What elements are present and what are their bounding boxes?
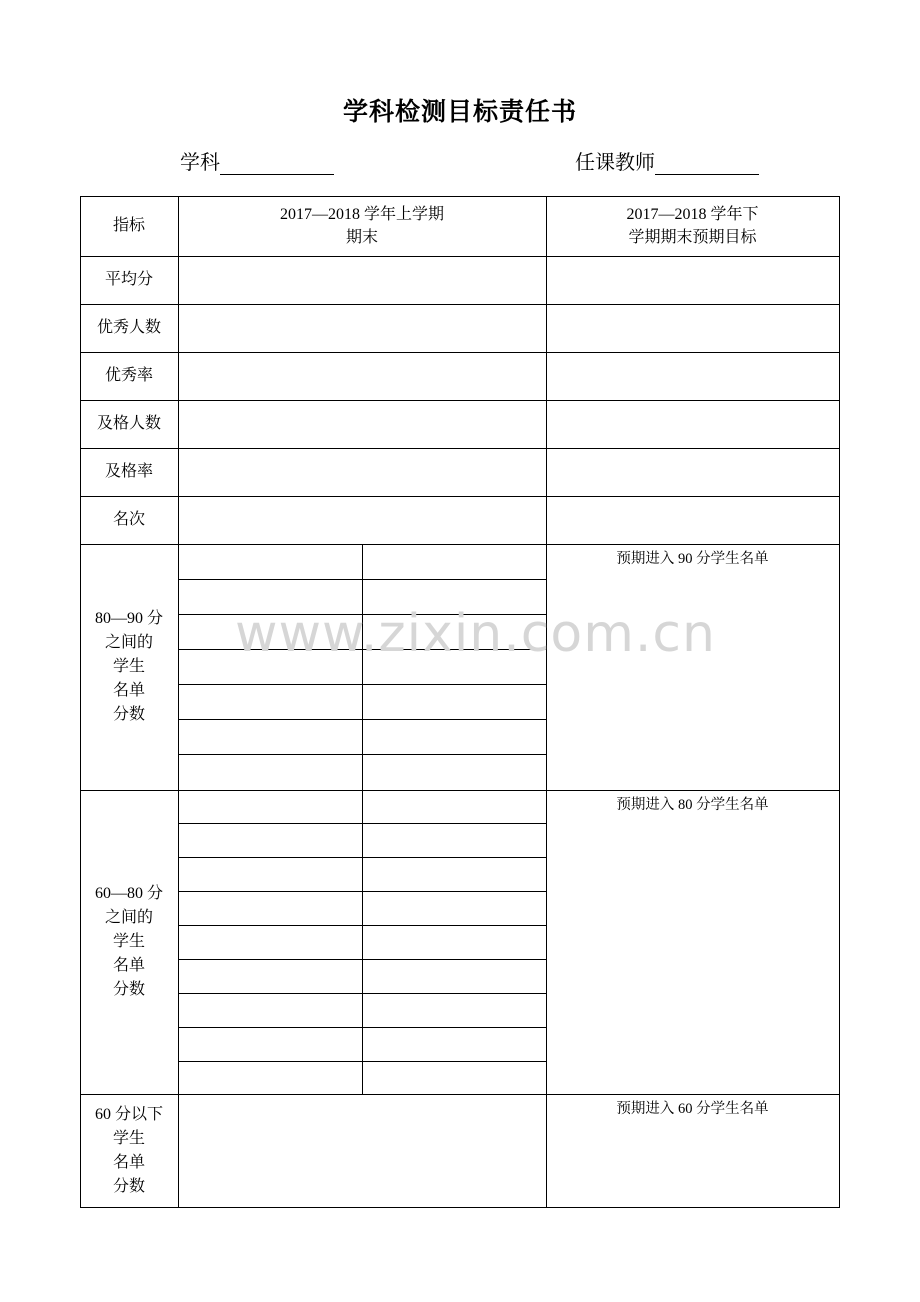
row-label-average: 平均分 (104, 271, 153, 288)
page-title: 学科检测目标责任书 (342, 97, 577, 126)
row-label-excellent-count: 优秀人数 (96, 319, 161, 336)
group-label-below-60: 60 分以下 学生 名单 分数 (94, 1106, 163, 1195)
expect-80-list: 预期进入 80 分学生名单 (616, 797, 769, 813)
subject-label: 学科 (180, 150, 220, 174)
expect-60-list: 预期进入 60 分学生名单 (616, 1101, 769, 1117)
watermark: www.zixin.com.cn (235, 604, 716, 664)
expect-90-list: 预期进入 90 分学生名单 (616, 551, 769, 567)
row-label-pass-rate: 及格率 (104, 463, 153, 480)
group-label-80-90: 80—90 分 之间的 学生 名单 分数 (94, 610, 163, 723)
row-label-excellent-rate: 优秀率 (104, 367, 153, 384)
teacher-label: 任课教师 (575, 150, 655, 174)
header-target-term: 2017—2018 学年下 学期期末预期目标 (626, 206, 759, 246)
row-label-pass-count: 及格人数 (96, 415, 161, 432)
header-last-term: 2017—2018 学年上学期 期末 (279, 206, 444, 246)
row-label-rank: 名次 (112, 511, 145, 528)
header-indicator: 指标 (112, 217, 145, 234)
group-label-60-80: 60—80 分 之间的 学生 名单 分数 (94, 885, 163, 998)
